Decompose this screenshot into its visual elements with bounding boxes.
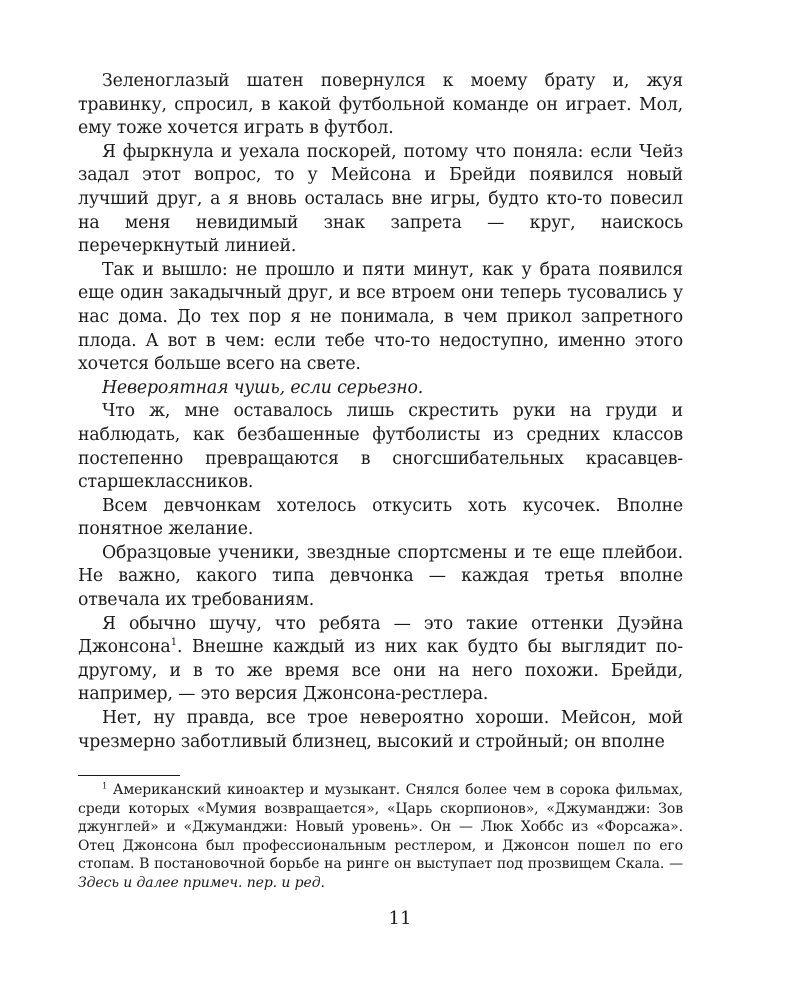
paragraph: Образцовые ученики, звездные спортсмены и те еще плейбои. Не важно, какого типа девчонка — каждая третья вполне отвечала их требованиям.: [78, 542, 683, 611]
paragraph: Нет, ну правда, все трое невероятно хороши. Мейсон, мой чрезмерно заботливый близнец, высокий и стройный; он вполне: [78, 708, 683, 752]
paragraph: Всем девчонкам хотелось откусить хоть кусочек. Вполне понятное желание.: [78, 495, 683, 540]
page-number: 11: [388, 908, 412, 929]
footnote: [78, 781, 683, 893]
footnote-editor-note: Здесь и далее примеч. пер. и ред.: [78, 874, 325, 891]
footnote-reference[interactable]: 1: [170, 636, 178, 649]
paragraph-text: Я обычно шучу, что ребята — это такие оттенки Дуэйна Джонсона: [78, 613, 683, 658]
paragraph: Так и вышло: не прошло и пяти минут, как у брата появился еще один закадычный друг, и все втроем они теперь тусовались у нас дома. До тех пор я не понимала, в чем прикол запретного плода. А вот в чем: если тебе что-то недоступно, именно этого хочется больше всего на свете.: [78, 259, 683, 375]
paragraph: Я фыркнула и уехала поскорей, потому что поняла: если Чейз задал этот вопрос, то у Мейсона и Брейди появился новый лучший друг, а я вновь осталась вне игры, будто кто-то повесил на меня невидимый знак запрета — круг, наискось перечеркнутый линией.: [78, 141, 683, 257]
paragraph: Зеленоглазый шатен повернулся к моему брату и, жуя травинку, спросил, в какой футбольной команде он играет. Мол, ему тоже хочется играть в футбол.: [78, 71, 683, 139]
paragraph: Что ж, мне оставалось лишь скрестить руки на груди и наблюдать, как безбашенные футболисты из средних классов постепенно превращаются в сногсшибательных красавцев-старшеклассников.: [78, 401, 683, 493]
page-body: [78, 70, 683, 754]
paragraph-with-footnote-ref: [78, 613, 683, 707]
footnote-text: Американский киноактер и музыкант. Снялся более чем в сорока фильмах, среди которых «Мумия возвращается», «Царь скорпионов», «Джуманджи: Зов джунглей» и «Джуманджи: Новый уровень». Он — Люк Хоббс из «Форсажа». Отец Джонсона был профессиональным рестлером, и Джонсон пошел по его стопам. В постановочной борьбе на ринге он выступает под прозвищем Скала. —: [78, 782, 683, 873]
footnote-marker: 1: [102, 780, 108, 791]
footnote-divider: [78, 775, 180, 776]
paragraph-italic: Невероятная чушь, если серьезно.: [102, 377, 424, 398]
paragraph-text-continued: . Внешне каждый из них как будто бы выглядит по-другому, и в то же время все они на него похожи. Брейди, например, — это версия Джонсона-рестлера.: [78, 637, 683, 705]
